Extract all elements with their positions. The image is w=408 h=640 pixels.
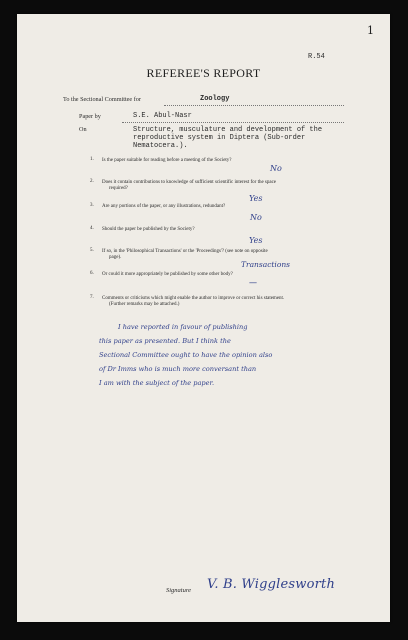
question-1-text: Is the paper suitable for reading before a meeting of the Society? — [102, 158, 232, 163]
question-4-number: 4. — [90, 226, 94, 231]
comment-line-5: I am with the subject of the paper. — [99, 379, 215, 387]
question-2-number: 2. — [90, 179, 94, 184]
question-3-text: Are any portions of the paper, or any illustrations, redundant? — [102, 204, 226, 209]
question-5-number: 5. — [90, 248, 94, 253]
question-2-text-line-2: required? — [109, 186, 128, 191]
question-7-number: 7. — [90, 295, 94, 300]
committee-label: To the Sectional Committee for — [63, 96, 141, 103]
question-7-text-line-2: (Further remarks may be attached.) — [109, 302, 180, 307]
committee-leader — [164, 105, 344, 106]
question-6-answer: — — [249, 278, 257, 287]
comment-line-1: I have reported in favour of publishing — [118, 323, 248, 331]
paper-by-label: Paper by — [79, 113, 101, 120]
comment-line-2: this paper as presented. But I think the — [99, 337, 231, 345]
question-7-text-line-1: Comments or criticisms which might enable the author to improve or correct his statement. — [102, 296, 285, 301]
referee-report-sheet — [17, 14, 390, 622]
on-line-3: Nematocera.). — [133, 142, 188, 150]
reference-code: R.54 — [308, 53, 325, 61]
committee-value: Zoology — [200, 95, 230, 103]
question-1-answer: No — [270, 164, 282, 173]
report-title: REFEREE'S REPORT — [146, 66, 261, 80]
question-6-number: 6. — [90, 271, 94, 276]
question-4-text: Should the paper be published by the Society? — [102, 227, 195, 232]
signature-value: V. B. Wigglesworth — [207, 577, 336, 592]
comment-line-3: Sectional Committee ought to have the opinion also — [99, 351, 273, 359]
on-label: On — [79, 126, 87, 133]
question-5-text-line-1: If so, in the 'Philosophical Transactions' or the 'Proceedings'? (see note on opposite — [102, 249, 268, 254]
paper-by-value: S.E. Abul-Nasr — [133, 112, 192, 120]
on-line-2: reproductive system in Diptera (Sub-order — [133, 134, 306, 142]
signature-label: Signature — [166, 587, 192, 594]
question-2-text-line-1: Does it contain contributions to knowledge of sufficient scientific interest for the space — [102, 180, 277, 185]
question-3-answer: No — [250, 213, 262, 222]
question-5-answer: Transactions — [241, 260, 291, 269]
question-4-answer: Yes — [249, 236, 263, 245]
page-number: 1 — [367, 24, 374, 37]
paper-by-leader — [122, 122, 344, 123]
question-2-answer: Yes — [249, 194, 263, 203]
question-3-number: 3. — [90, 203, 94, 208]
question-6-text: Or could it more appropriately be published by some other body? — [102, 272, 233, 277]
on-line-1: Structure, musculature and development of the — [133, 126, 323, 134]
question-1-number: 1. — [90, 157, 94, 162]
question-5-text-line-2: page). — [109, 255, 122, 260]
comment-line-4: of Dr Imms who is much more conversant than — [99, 365, 257, 373]
